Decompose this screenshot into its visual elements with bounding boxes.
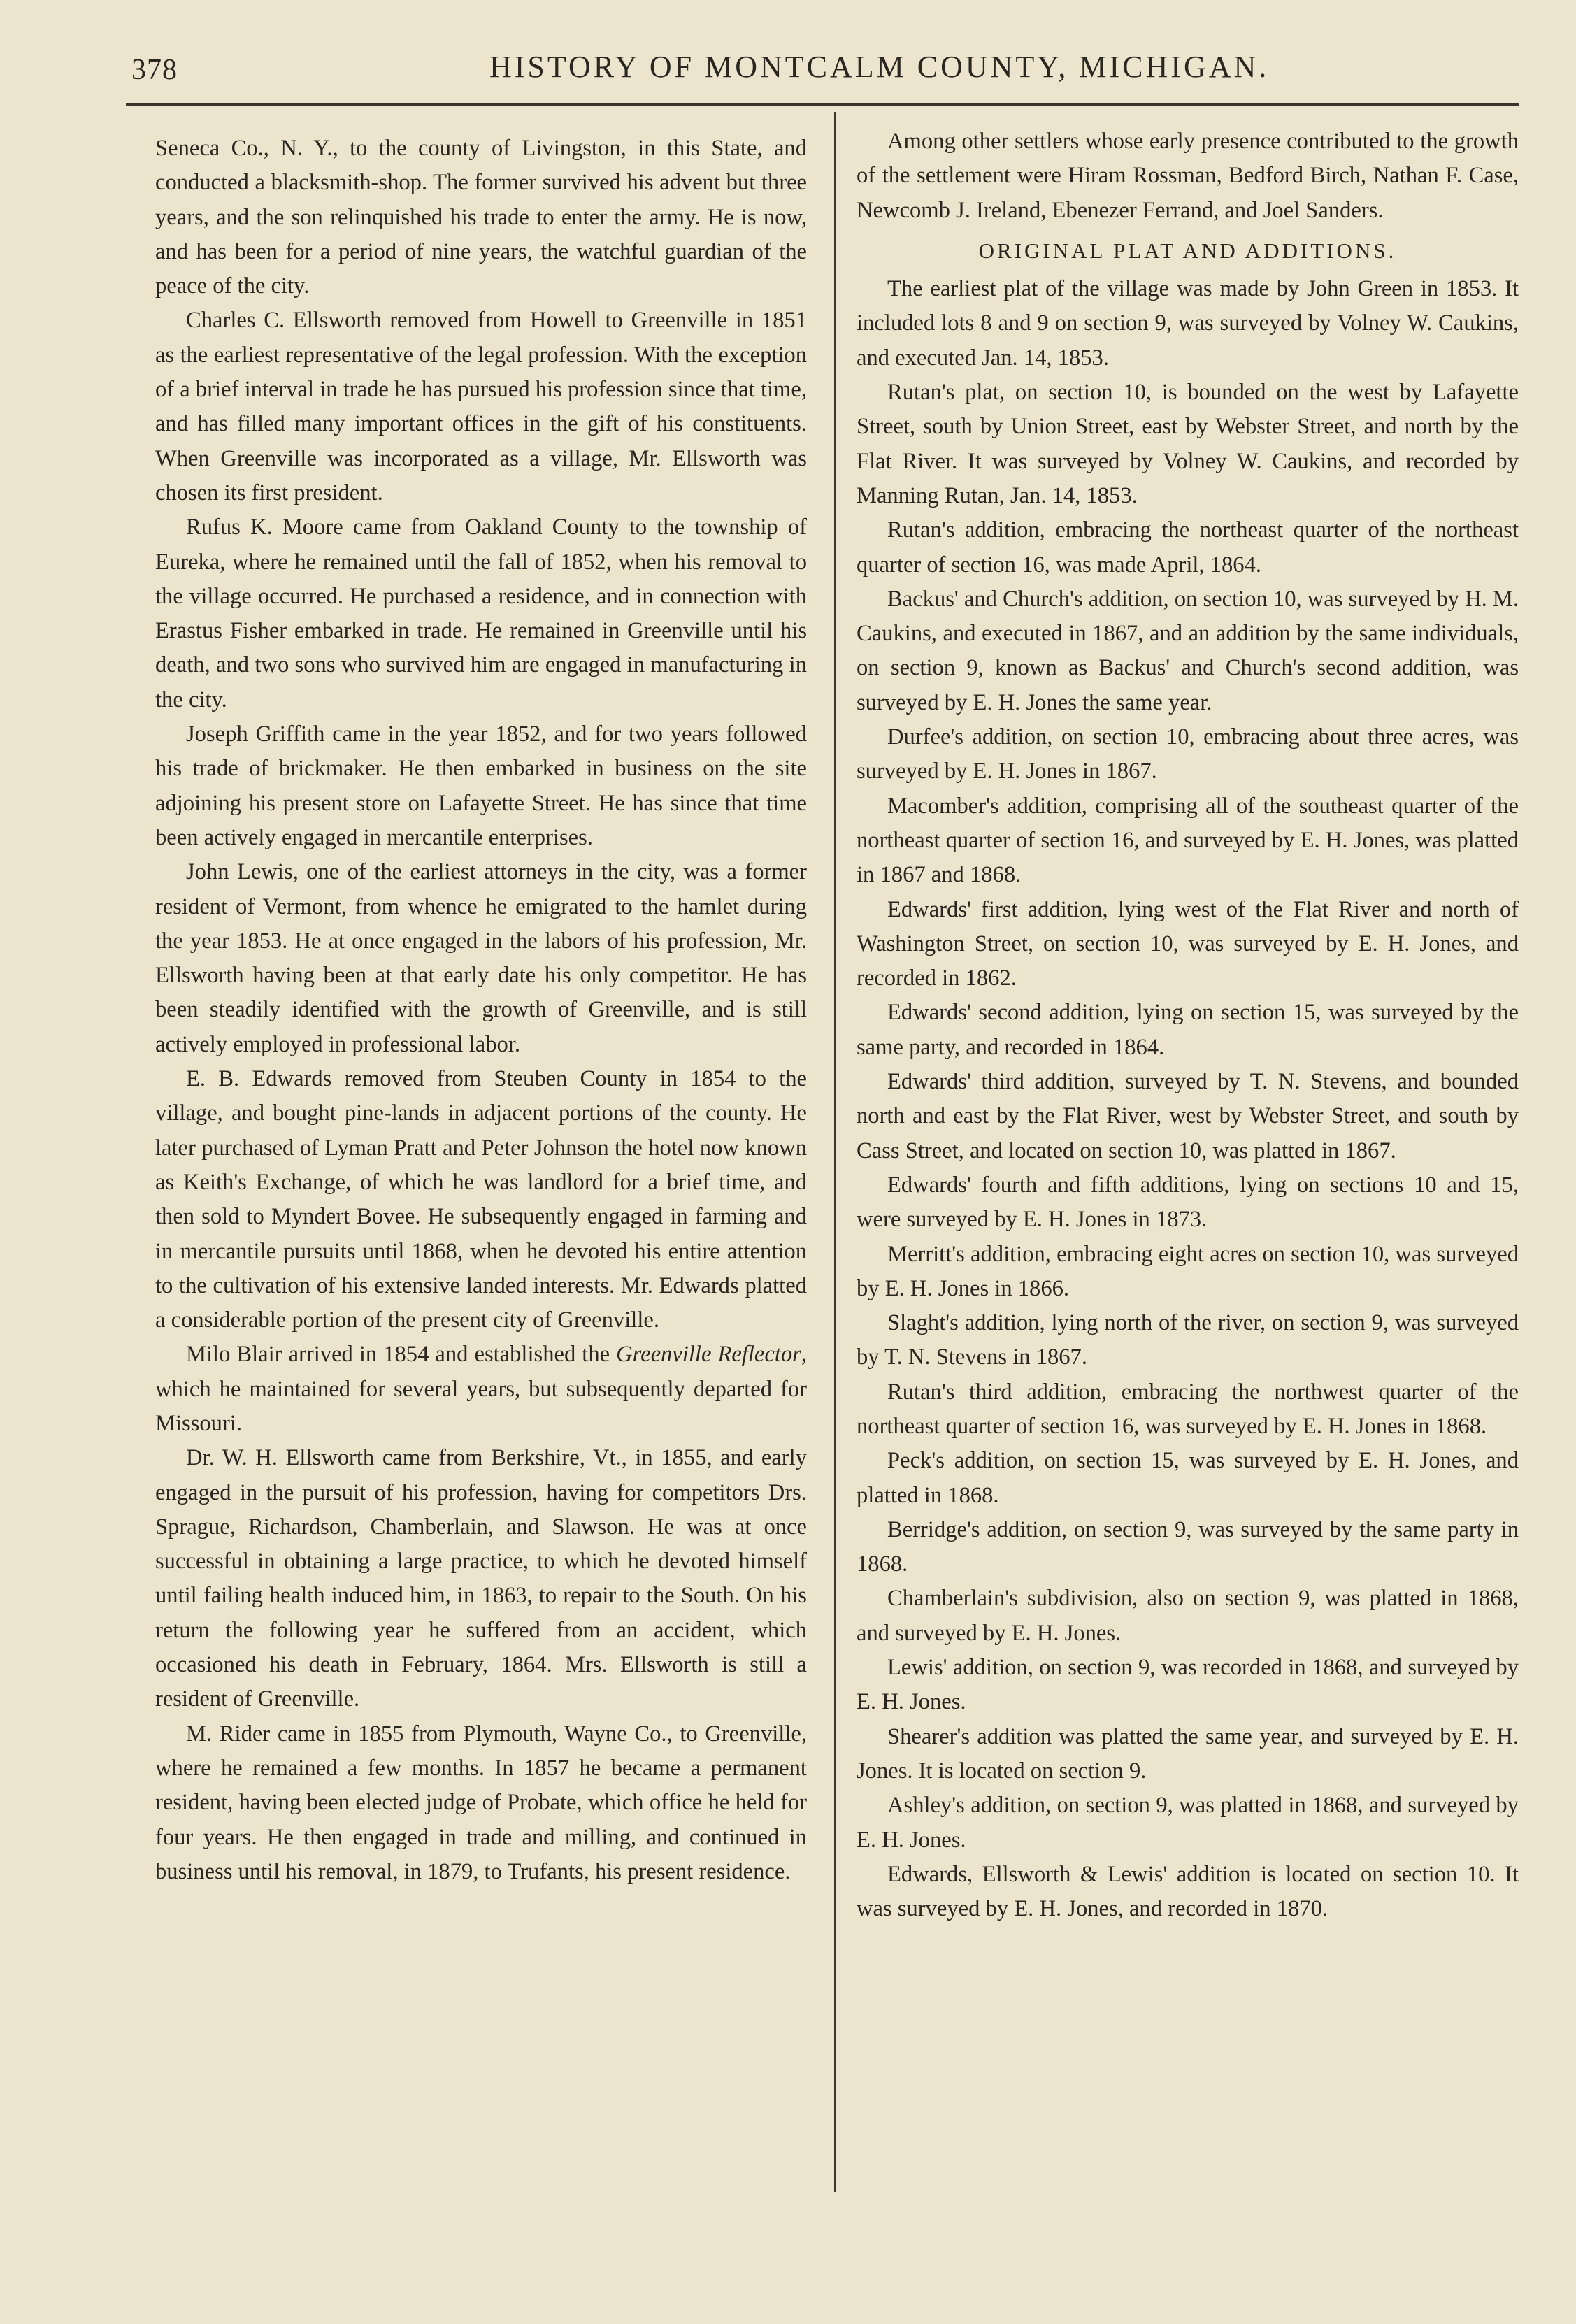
paragraph: Peck's addition, on section 15, was surveyed by E. H. Jones, and platted in 1868.: [857, 1448, 1519, 1508]
paragraph: Joseph Griffith came in the year 1852, and for two years followed his trade of brickmaker. He then embarked in business on the site adjoining his present store on Lafayette Street. He has since that time been actively engaged in mercantile enterprises.: [155, 722, 807, 850]
paragraph: Macomber's addition, comprising all of the southeast quarter of the northeast quarter of section 16, and surveyed by E. H. Jones, was platted in 1867 and 1868.: [857, 793, 1519, 888]
paragraph: Chamberlain's subdivision, also on section 9, was platted in 1868, and surveyed by E. H. Jones.: [857, 1586, 1519, 1646]
paragraph: Edwards' first addition, lying west of the Flat River and north of Washington Street, on section 10, was surveyed by E. H. Jones, and recorded in 1862.: [857, 896, 1519, 991]
paragraph-text: , which he maintained for several years, but subsequently departed for Missouri.: [155, 1342, 807, 1436]
paragraph: Backus' and Church's addition, on section 10, was surveyed by H. M. Caukins, and executed in 1867, and an addition by the same individuals, on section 9, known as Backus' and Church's second addition, was surveyed by E. H. Jones the same year.: [857, 586, 1519, 715]
header-rule: [126, 103, 1519, 106]
section-heading: ORIGINAL PLAT AND ADDITIONS.: [978, 238, 1397, 263]
paragraph: Edwards, Ellsworth & Lewis' addition is located on section 10. It was surveyed by E. H. Jones, and recorded in 1870.: [857, 1861, 1519, 1922]
paragraph: Rutan's plat, on section 10, is bounded on the west by Lafayette Street, south by Union Street, east by Webster Street, and north by the Flat River. It was surveyed by Volney W. Caukins, and recorded by Manning Rutan, Jan. 14, 1853.: [857, 380, 1519, 508]
paragraph: Rufus K. Moore came from Oakland County to the township of Eureka, where he remained until the fall of 1852, when his removal to the village occurred. He purchased a residence, and in connection with Erastus Fisher embarked in trade. He remained in Greenville until his death, and two sons who survived him are engaged in manufacturing in the city.: [155, 515, 807, 712]
newspaper-title: Greenville Reflector: [616, 1342, 801, 1368]
paragraph: Slaght's addition, lying north of the river, on section 9, was surveyed by T. N. Stevens in 1867.: [857, 1310, 1519, 1370]
left-column: [155, 131, 807, 1889]
paragraph: Rutan's third addition, embracing the northwest quarter of the northeast quarter of section 16, was surveyed by E. H. Jones in 1868.: [857, 1379, 1519, 1439]
column-divider: [834, 112, 836, 2192]
paragraph: John Lewis, one of the earliest attorneys in the city, was a former resident of Vermont, from whence he emigrated to the hamlet during the year 1853. He at once engaged in the labors of his profession, Mr. Ellsworth having been at that early date his only competitor. He has been steadily identified with the growth of Greenville, and is still actively employed in professional labor.: [155, 859, 807, 1057]
paragraph: Among other settlers whose early presence contributed to the growth of the settlement were Hiram Rossman, Bedford Birch, Nathan F. Case, Newcomb J. Ireland, Ebenezer Ferrand, and Joel Sanders.: [857, 129, 1519, 223]
paragraph-milo-blair: [155, 1337, 807, 1441]
paragraph: E. B. Edwards removed from Steuben County in 1854 to the village, and bought pine-lands in adjacent portions of the county. He later purchased of Lyman Pratt and Peter Johnson the hotel now known as Keith's Exchange, of which he was landlord for a brief time, and then sold to Myndert Bovee. He subsequently engaged in farming and in mercantile pursuits until 1868, when he devoted his entire attention to the cultivation of his extensive landed interests. Mr. Edwards platted a considerable portion of the present city of Greenville.: [155, 1066, 807, 1333]
paragraph: Seneca Co., N. Y., to the county of Livingston, in this State, and conducted a blacksmith-shop. The former survived his advent but three years, and the son relinquished his trade to enter the army. He is now, and has been for a period of nine years, the watchful guardian of the peace of the city.: [155, 136, 807, 299]
paragraph: M. Rider came in 1855 from Plymouth, Wayne Co., to Greenville, where he remained a few months. In 1857 he became a permanent resident, having been elected judge of Probate, which office he held for four years. He then engaged in trade and milling, and continued in business until his removal, in 1879, to Trufants, his present residence.: [155, 1721, 807, 1884]
paragraph: Rutan's addition, embracing the northeast quarter of the northeast quarter of section 16, was made April, 1864.: [857, 517, 1519, 578]
paragraph: Durfee's addition, on section 10, embracing about three acres, was surveyed by E. H. Jones in 1867.: [857, 724, 1519, 784]
paragraph: Edwards' fourth and fifth additions, lying on sections 10 and 15, were surveyed by E. H. Jones in 1873.: [857, 1172, 1519, 1233]
paragraph: Edwards' second addition, lying on section 15, was surveyed by the same party, and recorded in 1864.: [857, 1000, 1519, 1060]
paragraph: Ashley's addition, on section 9, was platted in 1868, and surveyed by E. H. Jones.: [857, 1793, 1519, 1853]
paragraph: Shearer's addition was platted the same year, and surveyed by E. H. Jones. It is located on section 9.: [857, 1723, 1519, 1784]
paragraph: Charles C. Ellsworth removed from Howell to Greenville in 1851 as the earliest representative of the legal profession. With the exception of a brief interval in trade he has pursued his profession since that time, and has filled many important offices in the gift of his constituents. When Greenville was incorporated as a village, Mr. Ellsworth was chosen its first president.: [155, 308, 807, 505]
running-title: HISTORY OF MONTCALM COUNTY, MICHIGAN.: [489, 50, 1270, 84]
page-header: [126, 49, 1510, 98]
page-number: 378: [131, 54, 178, 86]
paragraph: The earliest plat of the village was made by John Green in 1853. It included lots 8 and 9 on section 9, was surveyed by Volney W. Caukins, and executed Jan. 14, 1853.: [857, 276, 1519, 371]
paragraph: Lewis' addition, on section 9, was recorded in 1868, and surveyed by E. H. Jones.: [857, 1655, 1519, 1715]
paragraph: Edwards' third addition, surveyed by T. N. Stevens, and bounded north and east by the Flat River, west by Webster Street, and south by Cass Street, and located on section 10, was platted in 1867.: [857, 1069, 1519, 1163]
paragraph: Berridge's addition, on section 9, was surveyed by the same party in 1868.: [857, 1516, 1519, 1577]
paragraph: Dr. W. H. Ellsworth came from Berkshire, Vt., in 1855, and early engaged in the pursuit of his profession, having for competitors Drs. Sprague, Richardson, Chamberlain, and Slawson. He was at once successful in obtaining a large practice, to which he devoted himself until failing health induced him, in 1863, to repair to the South. On his return the following year he suffered from an accident, which occasioned his death in February, 1864. Mrs. Ellsworth is still a resident of Greenville.: [155, 1445, 807, 1712]
right-column: [857, 124, 1519, 1926]
paragraph-text: Milo Blair arrived in 1854 and established the: [186, 1342, 617, 1368]
paragraph: Merritt's addition, embracing eight acres on section 10, was surveyed by E. H. Jones in 1866.: [857, 1241, 1519, 1301]
